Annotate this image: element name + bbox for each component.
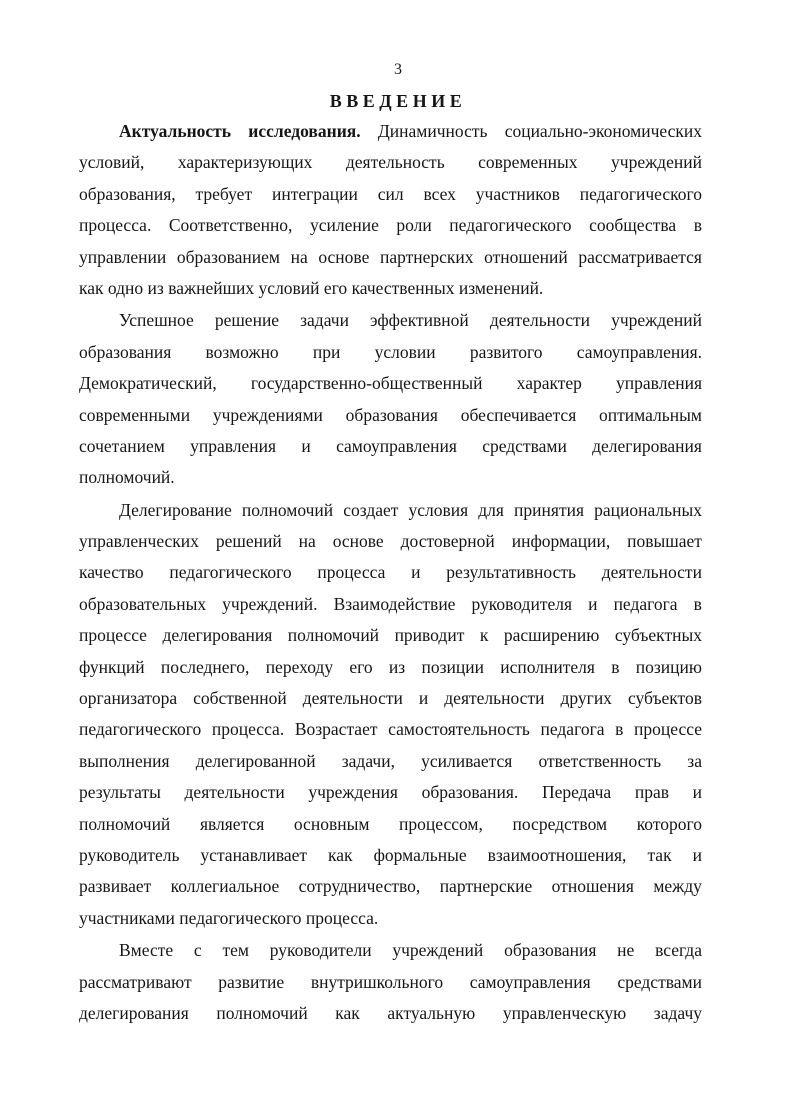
word: как (335, 1002, 360, 1023)
word: средствами (617, 971, 702, 992)
word: из (147, 277, 164, 298)
text-line (79, 871, 702, 902)
word: сил (377, 183, 404, 204)
word: деятельности (489, 310, 591, 331)
word: формальные (373, 844, 467, 865)
word: последнего, (160, 656, 250, 677)
text-line (79, 746, 702, 777)
word: всех (423, 183, 456, 204)
word: управлении (79, 246, 167, 267)
word: условия (408, 499, 469, 520)
word: обеспечивается (460, 404, 577, 425)
word: современными (79, 404, 191, 425)
word: функций (79, 656, 145, 677)
word: учреждений (611, 310, 702, 331)
word: руководителя (471, 593, 573, 614)
word: собственной (193, 688, 287, 709)
word: условий, (79, 152, 145, 173)
word: педагогического (79, 719, 202, 740)
word: условии (374, 341, 436, 362)
word: актуальную (387, 1002, 476, 1023)
word: принятия (514, 499, 585, 520)
word: педагогического (169, 562, 292, 583)
word: задачу (653, 1002, 702, 1023)
word: важнейших (168, 277, 255, 298)
word: коллегиальное (170, 876, 280, 897)
word: задачи, (341, 750, 395, 771)
word: так (647, 844, 672, 865)
word: Вместе (119, 940, 174, 961)
word: как (328, 844, 353, 865)
word: процесса (317, 562, 386, 583)
text-line (79, 305, 702, 336)
word: учреждения (308, 782, 398, 803)
text-line (79, 809, 702, 840)
word: между (653, 876, 702, 897)
word: результаты (79, 782, 161, 803)
text-line (79, 998, 702, 1029)
word: средствами (482, 435, 567, 456)
word: характер (516, 373, 582, 394)
word: деятельности (184, 782, 285, 803)
bold-word: исследования. (248, 121, 361, 141)
word: образования (504, 940, 597, 961)
word: самостоятельность (388, 719, 530, 740)
word: одно (107, 277, 144, 298)
word: государственно-общественный (250, 373, 483, 394)
word: качество (79, 562, 144, 583)
word: к (479, 625, 489, 646)
word: социально-экономических (504, 121, 702, 141)
word: современных (478, 152, 578, 173)
word: возможно (205, 341, 279, 362)
word: его (323, 277, 348, 298)
word: и (692, 844, 702, 865)
text-line (79, 400, 702, 431)
text-line (79, 462, 702, 493)
word: деятельности (444, 688, 545, 709)
word: требует (195, 183, 253, 204)
word: делегирования (79, 1002, 189, 1023)
word: из (388, 656, 406, 677)
word: основным (293, 813, 370, 834)
word: педагогического (179, 907, 302, 928)
word: усиливается (421, 750, 513, 771)
word: управления (190, 435, 277, 456)
word: изменений. (458, 277, 544, 298)
paragraph (79, 116, 702, 304)
word: условий (258, 277, 320, 298)
text-line (79, 777, 702, 808)
word: позицию (635, 656, 702, 677)
word: рассматривается (578, 246, 702, 267)
word: посредством (512, 813, 608, 834)
word: при (312, 341, 341, 362)
word: результативность (446, 562, 576, 583)
text-line (79, 652, 702, 683)
word: отношений (484, 246, 568, 267)
word: Возрастает (294, 719, 378, 740)
text-line (79, 557, 702, 588)
word: развивает (79, 876, 152, 897)
text-line (79, 273, 702, 304)
word: Передача (541, 782, 612, 803)
paragraph (79, 495, 702, 934)
word: повышает (627, 531, 702, 552)
word: на (298, 531, 316, 552)
word: Соответственно, (168, 215, 293, 236)
word: и (411, 562, 421, 583)
word: расширению (503, 625, 600, 646)
word: образования. (421, 782, 519, 803)
word: всегда (655, 940, 702, 961)
word: в (611, 656, 620, 677)
word: полномочий (79, 813, 171, 834)
word: основе (318, 246, 370, 267)
word: педагога (540, 719, 605, 740)
word: роли (396, 215, 432, 236)
text-line (79, 116, 702, 147)
word: процессом, (399, 813, 483, 834)
word: приводит (394, 625, 465, 646)
word: управленческих (79, 531, 199, 552)
word: процесса. (305, 907, 379, 928)
word: Демократический, (79, 373, 217, 394)
text-line (79, 147, 702, 178)
word: других (560, 688, 612, 709)
word: и (692, 782, 702, 803)
word: полномочий (241, 499, 334, 520)
word: рациональных (594, 499, 702, 520)
text-line (79, 368, 702, 399)
text-line (79, 431, 702, 462)
word: в (693, 215, 702, 236)
word: исполнителя (500, 656, 595, 677)
text-line (79, 210, 702, 241)
text-line (79, 179, 702, 210)
text-line (79, 620, 702, 651)
word: управленческую (502, 1002, 627, 1023)
word: тем (222, 940, 249, 961)
word: процесса. (79, 215, 152, 236)
word: образования (345, 404, 438, 425)
word: управления (616, 373, 702, 394)
word: для (478, 499, 504, 520)
text-line (79, 526, 702, 557)
text-line (79, 840, 702, 871)
word: делегирования (162, 625, 273, 646)
word: Успешное (119, 310, 194, 331)
text-line (79, 337, 702, 368)
word: субъектов (627, 688, 702, 709)
word: задачи (300, 310, 349, 331)
word: и (418, 688, 429, 709)
word: как (79, 277, 104, 298)
word: не (617, 940, 635, 961)
page-number: 3 (394, 61, 402, 78)
word: интеграции (271, 183, 358, 204)
word: характеризующих (177, 152, 313, 173)
paragraph (79, 305, 702, 493)
word: полномочий (287, 625, 380, 646)
word: с (193, 940, 202, 961)
word: партнерские (439, 876, 533, 897)
word: выполнения (79, 750, 170, 771)
word: партнерских (379, 246, 474, 267)
word: внутришкольного (310, 971, 444, 992)
text-line (79, 495, 702, 526)
word: руководители (269, 940, 372, 961)
word: педагога (613, 593, 678, 614)
word: организатора (79, 688, 178, 709)
word: является (199, 813, 265, 834)
paragraph (79, 935, 702, 1029)
word: участников (475, 183, 560, 204)
section-heading: ВВЕДЕНИЕ (329, 91, 467, 111)
word: развитого (469, 341, 543, 362)
text-line (79, 714, 702, 745)
text-line (79, 967, 702, 998)
word: учреждений (611, 152, 702, 173)
word: качественных (351, 277, 455, 298)
word: деятельности (601, 562, 702, 583)
text-line (79, 903, 702, 934)
word: самоуправления. (576, 341, 702, 362)
word: в (615, 719, 624, 740)
word: достоверной (400, 531, 495, 552)
bold-word: Актуальность (119, 121, 232, 141)
word: руководитель (79, 844, 180, 865)
word: отношения (551, 876, 634, 897)
word: эффективной (370, 310, 469, 331)
word: основе (332, 531, 384, 552)
word: и (301, 435, 311, 456)
body-text (79, 116, 702, 1030)
word: учреждениями (212, 404, 323, 425)
word: прав (634, 782, 669, 803)
word: его (349, 656, 373, 677)
word: развитие (218, 971, 285, 992)
word: Динамичность (377, 121, 488, 141)
word: оптимальным (599, 404, 702, 425)
word: самоуправления (469, 971, 591, 992)
word: Взаимодействие (333, 593, 456, 614)
word: переходу (265, 656, 334, 677)
word: сочетанием (79, 435, 165, 456)
word: педагогического (579, 183, 702, 204)
word: образованием (176, 246, 280, 267)
word: делегирования (592, 435, 702, 456)
word: решение (214, 310, 280, 331)
word: решений (215, 531, 282, 552)
word: рассматривают (79, 971, 192, 992)
word: деятельность (345, 152, 445, 173)
text-line (79, 935, 702, 966)
word: полномочий. (79, 467, 175, 488)
word: образования, (79, 183, 176, 204)
word: Делегирование (119, 499, 232, 520)
word: и (588, 593, 598, 614)
word: образовательных (79, 593, 207, 614)
word: участниками (79, 907, 175, 928)
word: самоуправления (336, 435, 457, 456)
word: процесса. (211, 719, 285, 740)
text-line (79, 242, 702, 273)
word: в (693, 593, 702, 614)
word: процессе (634, 719, 702, 740)
word: педагогического (449, 215, 572, 236)
word: на (290, 246, 308, 267)
word: сотрудничество, (298, 876, 421, 897)
text-line (79, 589, 702, 620)
word: делегированной (195, 750, 316, 771)
word: образования (79, 341, 172, 362)
word: создает (343, 499, 399, 520)
word: субъектных (614, 625, 702, 646)
word: за (687, 750, 702, 771)
word: деятельности (302, 688, 403, 709)
word: усиление (309, 215, 379, 236)
word: позиции (421, 656, 484, 677)
word: устанавливает (200, 844, 308, 865)
word: взаимоотношения, (487, 844, 627, 865)
word: которого (636, 813, 702, 834)
word: информации, (511, 531, 611, 552)
word: учреждений (392, 940, 484, 961)
word: ответственность (538, 750, 662, 771)
word: полномочий (216, 1002, 308, 1023)
word: процессе (79, 625, 147, 646)
word: сообщества (589, 215, 677, 236)
word: учреждений. (222, 593, 318, 614)
text-line (79, 683, 702, 714)
